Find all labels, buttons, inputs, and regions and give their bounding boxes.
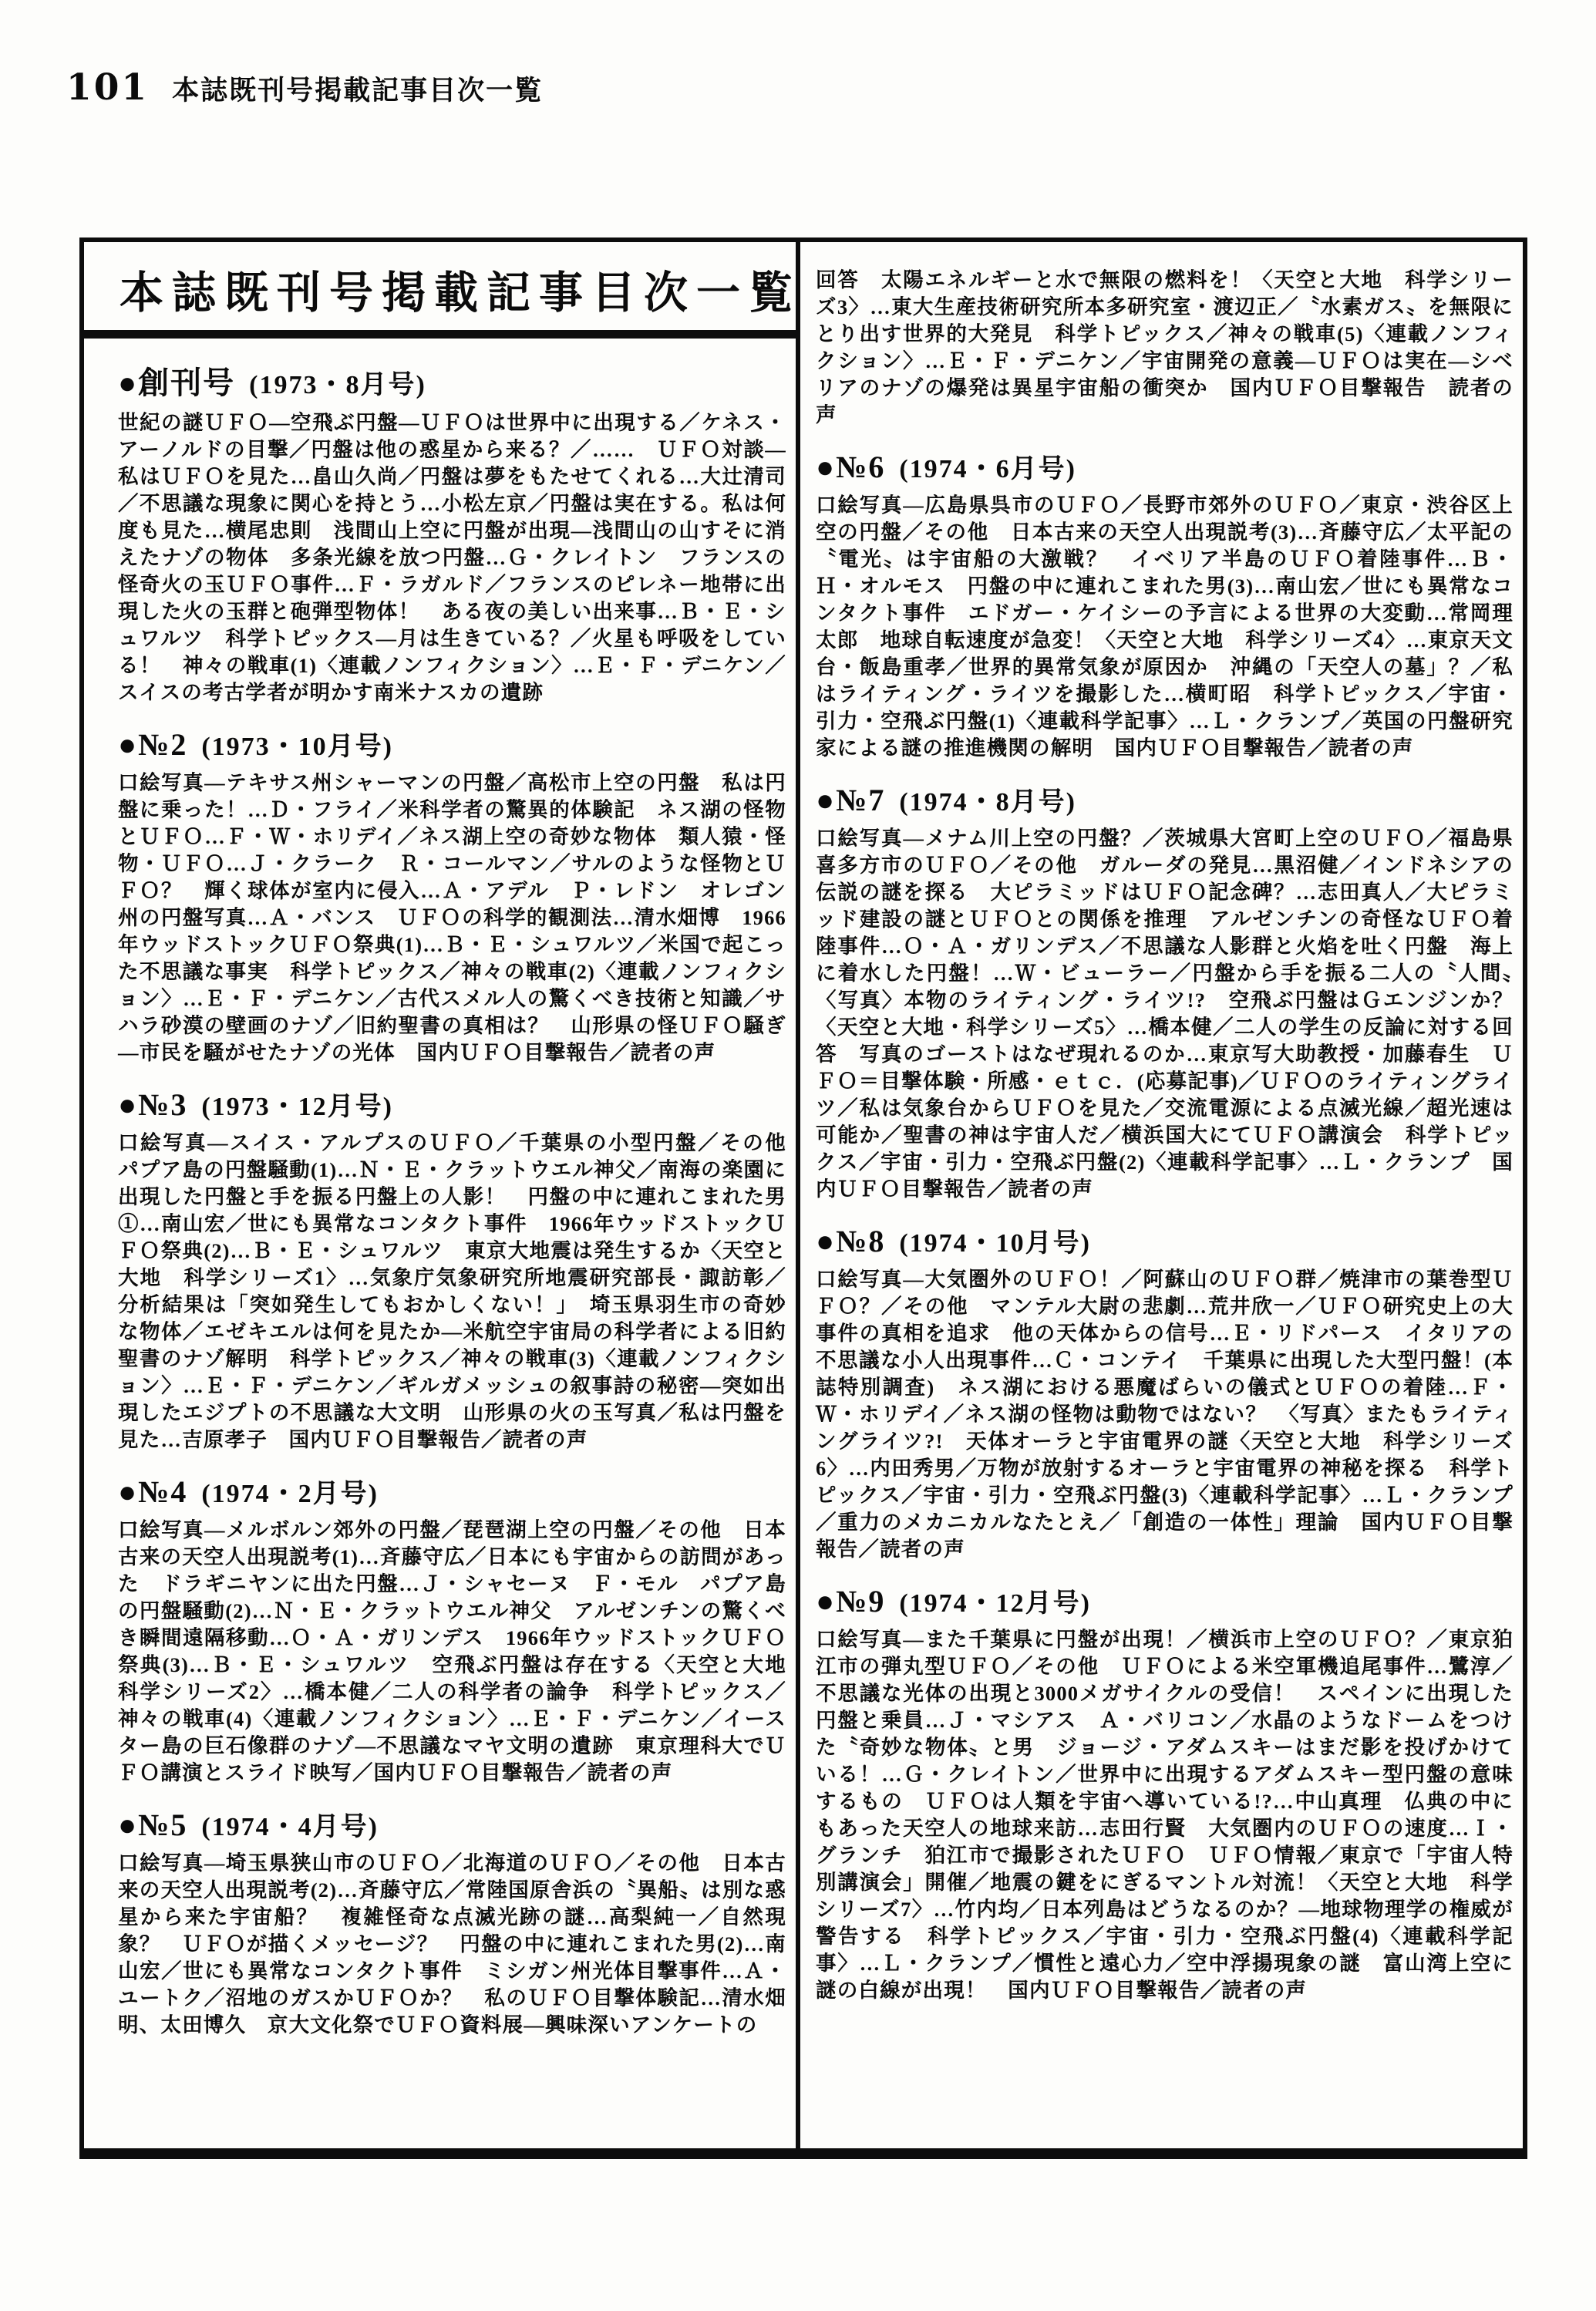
toc-right-column	[800, 242, 1535, 2148]
page-header-title: 本誌既刊号掲載記事目次一覧	[172, 76, 544, 106]
issue-label: ●№9	[816, 1584, 886, 1619]
section-body: 口絵写真―大気圏外のＵＦＯ！／阿蘇山のＵＦＯ群／焼津市の葉巻型ＵＦＯ？／その他 マンテル大尉の悲劇…荒井欣一／ＵＦＯ研究史上の大事件の真相を追求 他の天体からの信号…Ｅ・リドパース イタリアの不思議な小人出現事件…Ｃ・コンテイ 千葉県に出現した大型円盤！(本誌特別調査) ネス湖における悪魔ばらいの儀式とＵＦＯの着陸…Ｆ・Ｗ・ホリデイ／ネス湖の怪物は動物ではない？ 〈写真〉またもライティングライツ?! 天体オーラと宇宙電界の謎〈天空と大地 科学シリーズ6〉…内田秀男／万物が放射するオーラと宇宙電界の神秘を探る 科学トピックス／宇宙・引力・空飛ぶ円盤(3)〈連載科学記事〉…Ｌ・クランプ／重力のメカニカルなたとえ／「創造の一体性」理論 国内ＵＦＯ目撃報告／読者の声	[816, 1268, 1514, 1561]
section-heading	[816, 1582, 1514, 1619]
section-heading	[118, 1805, 786, 1843]
issue-date: (1974・4月号)	[201, 1813, 379, 1841]
section-body: 口絵写真―スイス・アルプスのＵＦＯ／千葉県の小型円盤／その他 パプア島の円盤騒動(1)…Ｎ・Ｅ・クラットウエル神父／南海の楽園に出現した円盤と手を振る円盤上の人影！ 円盤の中に連れこまれた男①…南山宏／世にも異常なコンタクト事件 1966年ウッドストックＵＦＯ祭典(2)…Ｂ・Ｅ・シュワルツ 東京大地震は発生するか〈天空と大地 科学シリーズ1〉…気象庁気象研究所地震研究部長・諏訪彰／分析結果は「突如発生してもおかしくない！」 埼玉県羽生市の奇妙な物体／エゼキエルは何を見たか―米航空宇宙局の科学者による旧約聖書のナゾ解明 科学トピックス／神々の戦車(3)〈連載ノンフィクション〉…Ｅ・Ｆ・デニケン／ギルガメッシュの叙事詩の秘密―突如出現したエジプトの不思議な大文明 山形県の火の玉写真／私は円盤を見た…吉原孝子 国内ＵＦＯ目撃報告／読者の声	[118, 1131, 808, 1451]
section-no2	[118, 725, 786, 1066]
issue-date: (1974・6月号)	[899, 455, 1077, 483]
section-body: 口絵写真―テキサス州シャーマンの円盤／高松市上空の円盤 私は円盤に乗った！…Ｄ・フライ／米科学者の驚異的体験記 ネス湖の怪物とＵＦＯ…Ｆ・Ｗ・ホリデイ／ネス湖上空の奇妙な物体 類人猿・怪物・ＵＦＯ…Ｊ・クラーク Ｒ・コールマン／サルのような怪物とＵＦＯ？ 輝く球体が室内に侵入…Ａ・アデル Ｐ・レドン オレゴン州の円盤写真…Ａ・バンス ＵＦＯの科学的観測法…清水畑博 1966年ウッドストックＵＦＯ祭典(1)…Ｂ・Ｅ・シュワルツ／米国で起こった不思議な事実 科学トピックス／神々の戦車(2)〈連載ノンフィクション〉…Ｅ・Ｆ・デニケン／古代スメル人の驚くべき技術と知識／サハラ砂漠の壁画のナゾ／旧約聖書の真相は？ 山形県の怪ＵＦＯ騒ぎ―市民を騒がせたナゾの光体 国内ＵＦＯ目撃報告／読者の声	[118, 771, 787, 1064]
section-heading	[816, 447, 1514, 485]
issue-date: (1973・12月号)	[201, 1093, 394, 1121]
section-heading	[118, 359, 786, 403]
issue-date: (1973・10月号)	[201, 733, 394, 761]
section-body: 世紀の謎ＵＦＯ―空飛ぶ円盤―ＵＦＯは世界中に出現する／ケネス・アーノルドの目撃／円盤は他の惑星から来る？／…… ＵＦＯ対談―私はＵＦＯを見た…畠山久尚／円盤は夢をもたせてくれる…大辻清司／不思議な現象に関心を持とう…小松左京／円盤は実在する。私は何度も見た…横尾忠則 浅間山上空に円盤が出現―浅間山の山すそに消えたナゾの物体 多条光線を放つ円盤…Ｇ・クレイトン フランスの怪奇火の玉ＵＦＯ事件…Ｆ・ラガルド／フランスのピレネー地帯に出現した火の玉群と砲弾型物体！ ある夜の美しい出来事…Ｂ・Ｅ・シュワルツ 科学トピックス―月は生きている？／火星も呼吸をしている！ 神々の戦車(1)〈連載ノンフィクション〉…Ｅ・Ｆ・デニケン／スイスの考古学者が明かす南米ナスカの遺跡	[118, 411, 786, 704]
section-no6	[816, 447, 1514, 762]
toc-left-column	[84, 242, 808, 2148]
issue-date: (1974・8月号)	[899, 788, 1077, 817]
toc-left-content	[84, 339, 808, 2039]
section-body: 口絵写真―埼玉県狭山市のＵＦＯ／北海道のＵＦＯ／その他 日本古来の天空人出現説考(2)…斉藤守広／常陸国原舎浜の〝異船〟は別な惑星から来た宇宙船？ 複雑怪奇な点滅光跡の謎…高梨純一／自然現象？ ＵＦＯが描くメッセージ？ 円盤の中に連れこまれた男(2)…南山宏／世にも異常なコンタクト事件 ミシガン州光体目撃事件…Ａ・ユートク／沼地のガスかＵＦＯか？ 私のＵＦＯ目撃体験記…清水畑明、太田博久 京大文化祭でＵＦＯ資料展―興味深いアンケートの	[118, 1851, 786, 2036]
issue-label: ●№4	[118, 1474, 188, 1509]
issue-label: ●創刊号	[118, 366, 236, 400]
issue-label: ●№5	[118, 1807, 188, 1842]
issue-date: (1974・10月号)	[899, 1229, 1092, 1258]
section-body: 口絵写真―メルボルン郊外の円盤／琵琶湖上空の円盤／その他 日本古来の天空人出現説考(1)…斉藤守広／日本にも宇宙からの訪問があった ドラギニヤンに出た円盤…Ｊ・シャセーヌ Ｆ・モル パプア島の円盤騒動(2)…Ｎ・Ｅ・クラットウエル神父 アルゼンチンの驚くべき瞬間遠隔移動…Ｏ・Ａ・ガリンデス 1966年ウッドストックＵＦＯ祭典(3)…Ｂ・Ｅ・シュワルツ 空飛ぶ円盤は存在する〈天空と大地 科学シリーズ2〉…橋本健／二人の科学者の論争 科学トピックス／神々の戦車(4)〈連載ノンフィクション〉…Ｅ・Ｆ・デニケン／イースター島の巨石像群のナゾ―不思議なマヤ文明の遺跡 東京理科大でＵＦＯ講演とスライド映写／国内ＵＦＯ目撃報告／読者の声	[118, 1518, 808, 1784]
section-no3	[118, 1085, 808, 1454]
toc-box	[79, 238, 1535, 2159]
section-heading	[816, 1221, 1514, 1259]
issue-label: ●№6	[816, 450, 886, 484]
section-body: 口絵写真―また千葉県に円盤が出現！／横浜市上空のＵＦＯ？／東京狛江市の弾丸型ＵＦＯ／その他 ＵＦＯによる米空軍機追尾事件…鷺淳／不思議な光体の出現と3000メガサイクルの受信！ スペインに出現した円盤と乗員…Ｊ・マシアス Ａ・バリコン／水晶のようなドームをつけた〝奇妙な物体〟と男 ジョージ・アダムスキーはまだ影を投げかけている！…Ｇ・クレイトン／世界中に出現するアダムスキー型円盤の意味するもの ＵＦＯは人類を宇宙へ導いている!?…中山真理 仏典の中にもあった天空人の地球来訪…志田行賢 大気圏内のＵＦＯの速度…Ｉ・グランチ 狛江市で撮影されたＵＦＯ ＵＦＯ情報／東京で「宇宙人特別講演会」開催／地震の鍵をにぎるマントル対流！〈天空と大地 科学シリーズ7〉…竹内均／日本列島はどうなるのか？―地球物理学の権威が警告する 科学トピックス／宇宙・引力・空飛ぶ円盤(4)〈連載科学記事〉…Ｌ・クランプ／慣性と遠心力／空中浮揚現象の謎 富山湾上空に謎の白線が出現！ 国内ＵＦＯ目撃報告／読者の声	[816, 1628, 1514, 2002]
section-no9	[816, 1582, 1514, 2004]
section-heading	[118, 725, 786, 763]
section-no7	[816, 780, 1535, 1203]
issue-date: (1973・8月号)	[249, 371, 426, 399]
page-header	[66, 66, 543, 109]
section-no8	[816, 1221, 1514, 1563]
issue-date: (1974・12月号)	[899, 1589, 1092, 1618]
section-heading	[118, 1085, 786, 1123]
issue-label: ●№8	[816, 1224, 886, 1258]
section-heading	[118, 1472, 786, 1510]
issue-label: ●№3	[118, 1087, 188, 1122]
issue-label: ●№7	[816, 783, 886, 817]
no5-continuation-paragraph: 回答 太陽エネルギーと水で無限の燃料を！〈天空と大地 科学シリーズ3〉…東大生産技術研究所本多研究室・渡辺正／〝水素ガス〟を無限にとり出す世界的大発見 科学トピックス／神々の戦車(5)〈連載ノンフィクション〉…Ｅ・Ｆ・デニケン／宇宙開発の意義―ＵＦＯは実在―シベリアのナゾの爆発は異星宇宙船の衝突か 国内ＵＦＯ目撃報告 読者の声	[816, 268, 1514, 426]
section-heading	[816, 780, 1514, 818]
toc-title-band	[84, 242, 801, 339]
section-sokango	[118, 359, 786, 706]
issue-label: ●№2	[118, 727, 188, 762]
section-body: 口絵写真―広島県呉市のＵＦＯ／長野市郊外のＵＦＯ／東京・渋谷区上空の円盤／その他 日本古来の天空人出現説考(3)…斉藤守広／太平記の〝電光〟は宇宙船の大激戦？ イベリア半島のＵＦＯ着陸事件…Ｂ・Ｈ・オルモス 円盤の中に連れこまれた男(3)…南山宏／世にも異常なコンタクト事件 エドガー・ケイシーの予言による世界の大変動…常岡理太郎 地球自転速度が急変！〈天空と大地 科学シリーズ4〉…東京天文台・飯島重孝／世界的異常気象が原因か 沖縄の「天空人の墓」？／私はライティング・ライツを撮影した…横町昭 科学トピックス／宇宙・引力・空飛ぶ円盤(1)〈連載科学記事〉…Ｌ・クランプ／英国の円盤研究家による謎の推進機関の解明 国内ＵＦＯ目撃報告／読者の声	[816, 494, 1514, 760]
issue-date: (1974・2月号)	[201, 1480, 379, 1508]
section-no5	[118, 1805, 786, 2039]
toc-title: 本誌既刊号掲載記事目次一覧	[120, 269, 801, 318]
section-no4	[118, 1472, 808, 1787]
section-body: 口絵写真―メナム川上空の円盤？／茨城県大宮町上空のＵＦＯ／福島県喜多方市のＵＦＯ／その他 ガルーダの発見…黒沼健／インドネシアの伝説の謎を探る 大ピラミッドはＵＦＯ記念碑？…志田真人／大ピラミッド建設の謎とＵＦＯとの関係を推理 アルゼンチンの奇怪なＵＦＯ着陸事件…Ｏ・Ａ・ガリンデス／不思議な人影群と火焰を吐く円盤 海上に着水した円盤！…Ｗ・ビューラー／円盤から手を振る二人の〝人間〟 〈写真〉本物のライティング・ライツ!? 空飛ぶ円盤はＧエンジンか？〈天空と大地・科学シリーズ5〉…橋本健／二人の学生の反論に対する回答 写真のゴーストはなぜ現れるのか…東京写大助教授・加藤春生 ＵＦＯ＝目撃体験・所感・ｅｔｃ．(応募記事)／ＵＦＯのライティングライツ／私は気象台からＵＦＯを見た／交流電源による点滅光線／超光速は可能か／聖書の神は宇宙人だ／横浜国大にてＵＦＯ講演会 科学トピックス／宇宙・引力・空飛ぶ円盤(2)〈連載科学記事〉…Ｌ・クランプ 国内ＵＦＯ目撃報告／読者の声	[816, 827, 1535, 1201]
page-number: 101	[66, 66, 150, 109]
